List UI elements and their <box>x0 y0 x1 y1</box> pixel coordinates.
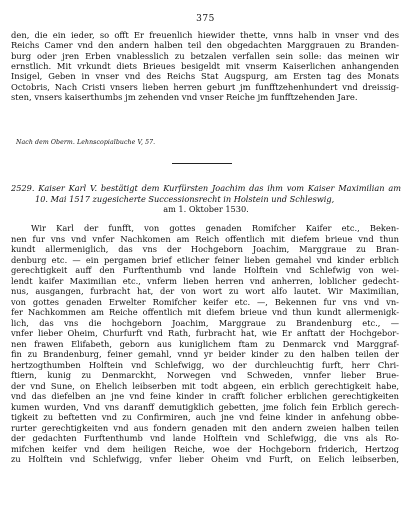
text-line: nus, ausgangen, furbracht hat, der von wort zu wort alfo lautet. Wir Maximilian, <box>11 286 399 296</box>
heading-line: 2529. Kaiser Karl V. bestätigt dem Kurfürsten Joachim das ihm vom Kaiser Maximilian am <box>11 183 401 193</box>
text-line: denburg etc. — ein pergamen brief etlicher feiner lieben gemahel vnd kinder erblich <box>11 254 399 265</box>
text-line: burg oder jren Erben vnablesslich zu betzalen verfallen sein solle: das meinen wir <box>11 50 399 61</box>
text-line: nen frawen Elifabeth, geborn aus kuniglichem ftam zu Denmarck vnd Marggraf- <box>11 338 399 349</box>
text-line: Octobris, Nach Cristi vnsers lieben herren geburt jm funfftzehenhundert vnd dreissig- <box>11 81 399 92</box>
text-line: gerechtigkeit auff den Furftenthumb vnd lande Holftein vnd Schlefwig von wei- <box>11 265 399 275</box>
text-line: lendt kaifer Maximilian etc., vnferm lieben herren vnd anherren, loblicher gedecht- <box>11 275 399 286</box>
text-line: sten, vnsers kaiserthumbs jm zehenden vnd vnser Reiche jm funfftzehenden Jare. <box>11 92 358 103</box>
source-note: Nach dem Oberm. Lehnscopialbuche V, 57. <box>16 139 156 146</box>
document-heading <box>11 183 401 215</box>
text-line: fer Nachkommen am Reiche offentlich mit diefem brieue vnd thun kundt allermenigk- <box>11 307 399 317</box>
text-line: Insigel, Geben in vnser vnd des Reichs Stat Augspurg, am Ersten tag des Monats <box>11 71 399 82</box>
text-line: zu Holftein vnd Schlefwigg, vnfer lieber Oheim vnd Furft, on Eelich leibserben, <box>11 454 399 464</box>
text-line: nen fur vns vnd vnfer Nachkomen am Reich offentlich mit diefem brieue vnd thun <box>11 233 399 244</box>
text-line: der gedachten Furftenthumb vnd lande Holftein vnd Schlefwigg, die vns als Ro- <box>11 433 399 443</box>
text-line: der vnd Sune, on Ehelich leibserben mit todt abgeen, ein erblich gerechtigkeit habe, <box>11 380 399 391</box>
text-line: tigkeit zu beftetten vnd zu Confirmiren, auch jne vnd feine kinder in anfehung obbe- <box>11 412 399 422</box>
text-line: fin zu Brandenburg, feiner gemahl, vnnd yr beider kinder zu den halben teilen der <box>11 349 399 359</box>
text-line: Wir Karl der funfft, von gottes genaden Romifcher Kaifer etc., Beken- <box>31 223 399 233</box>
section-divider <box>172 163 232 164</box>
text-line: ftiern, kunig zu Denmarckht, Norwegen vnd Schweden, vnnfer lieber Brue- <box>11 370 399 380</box>
text-line: Reichs Camer vnd den andern halben teil den obgedachten Marggrauen zu Branden- <box>11 40 399 51</box>
text-line: von gottes genaden Erwelter Romifcher keifer etc. —, Bekennen fur vns vnd vn- <box>11 296 399 307</box>
top-paragraph <box>11 30 399 102</box>
text-line: kumen wurden, Vnd vns daranff demutigklich gebetten, jme folich fein Erblich gerech- <box>11 401 399 412</box>
text-line: kundt allermeniglich, das vns der Hochgeborn Joachim, Marggraue zu Bran- <box>11 244 399 254</box>
page-number: 375 <box>196 14 215 24</box>
heading-line: am 1. Oktober 1530. <box>163 204 249 214</box>
heading-line: 10. Mai 1517 zugesicherte Successionsrecht in Holstein und Schleswig, <box>35 193 335 204</box>
text-line: mifchen keifer vnd dem heiligen Reiche, woe der Hochgeborn friderich, Hertzog <box>11 443 399 454</box>
text-line: vnd das diefelben an jne vnd feine kinder in crafft folicher erblichen gerechtigkeiten <box>11 391 399 401</box>
text-line: rurter gerechtigkeiten vnd aus fondern genaden mit den andern zweien halben teilen <box>11 422 399 433</box>
text-line: hertzogthumben Holftein vnd Schlefwigg, wo der durchleuchtig furft, herr Chri- <box>11 359 399 370</box>
text-line: lich, das vns die hochgeborn Joachim, Marggraue zu Brandenburg etc., — <box>11 317 399 328</box>
text-line: vnfer lieber Oheim, Churfurft vnd Rath, furbracht hat, wie Er anftatt der Hochgebor- <box>11 328 399 338</box>
text-line: den, die ein ieder, so offt Er freuenlich hiewider thette, vnns halb in vnser vnd des <box>11 30 399 40</box>
text-line: ernstlich. Mit vrkundt diets Brieues besigeldt mit vnserm Kaiserlichen anhangenden <box>11 61 399 72</box>
main-paragraph <box>11 223 399 465</box>
